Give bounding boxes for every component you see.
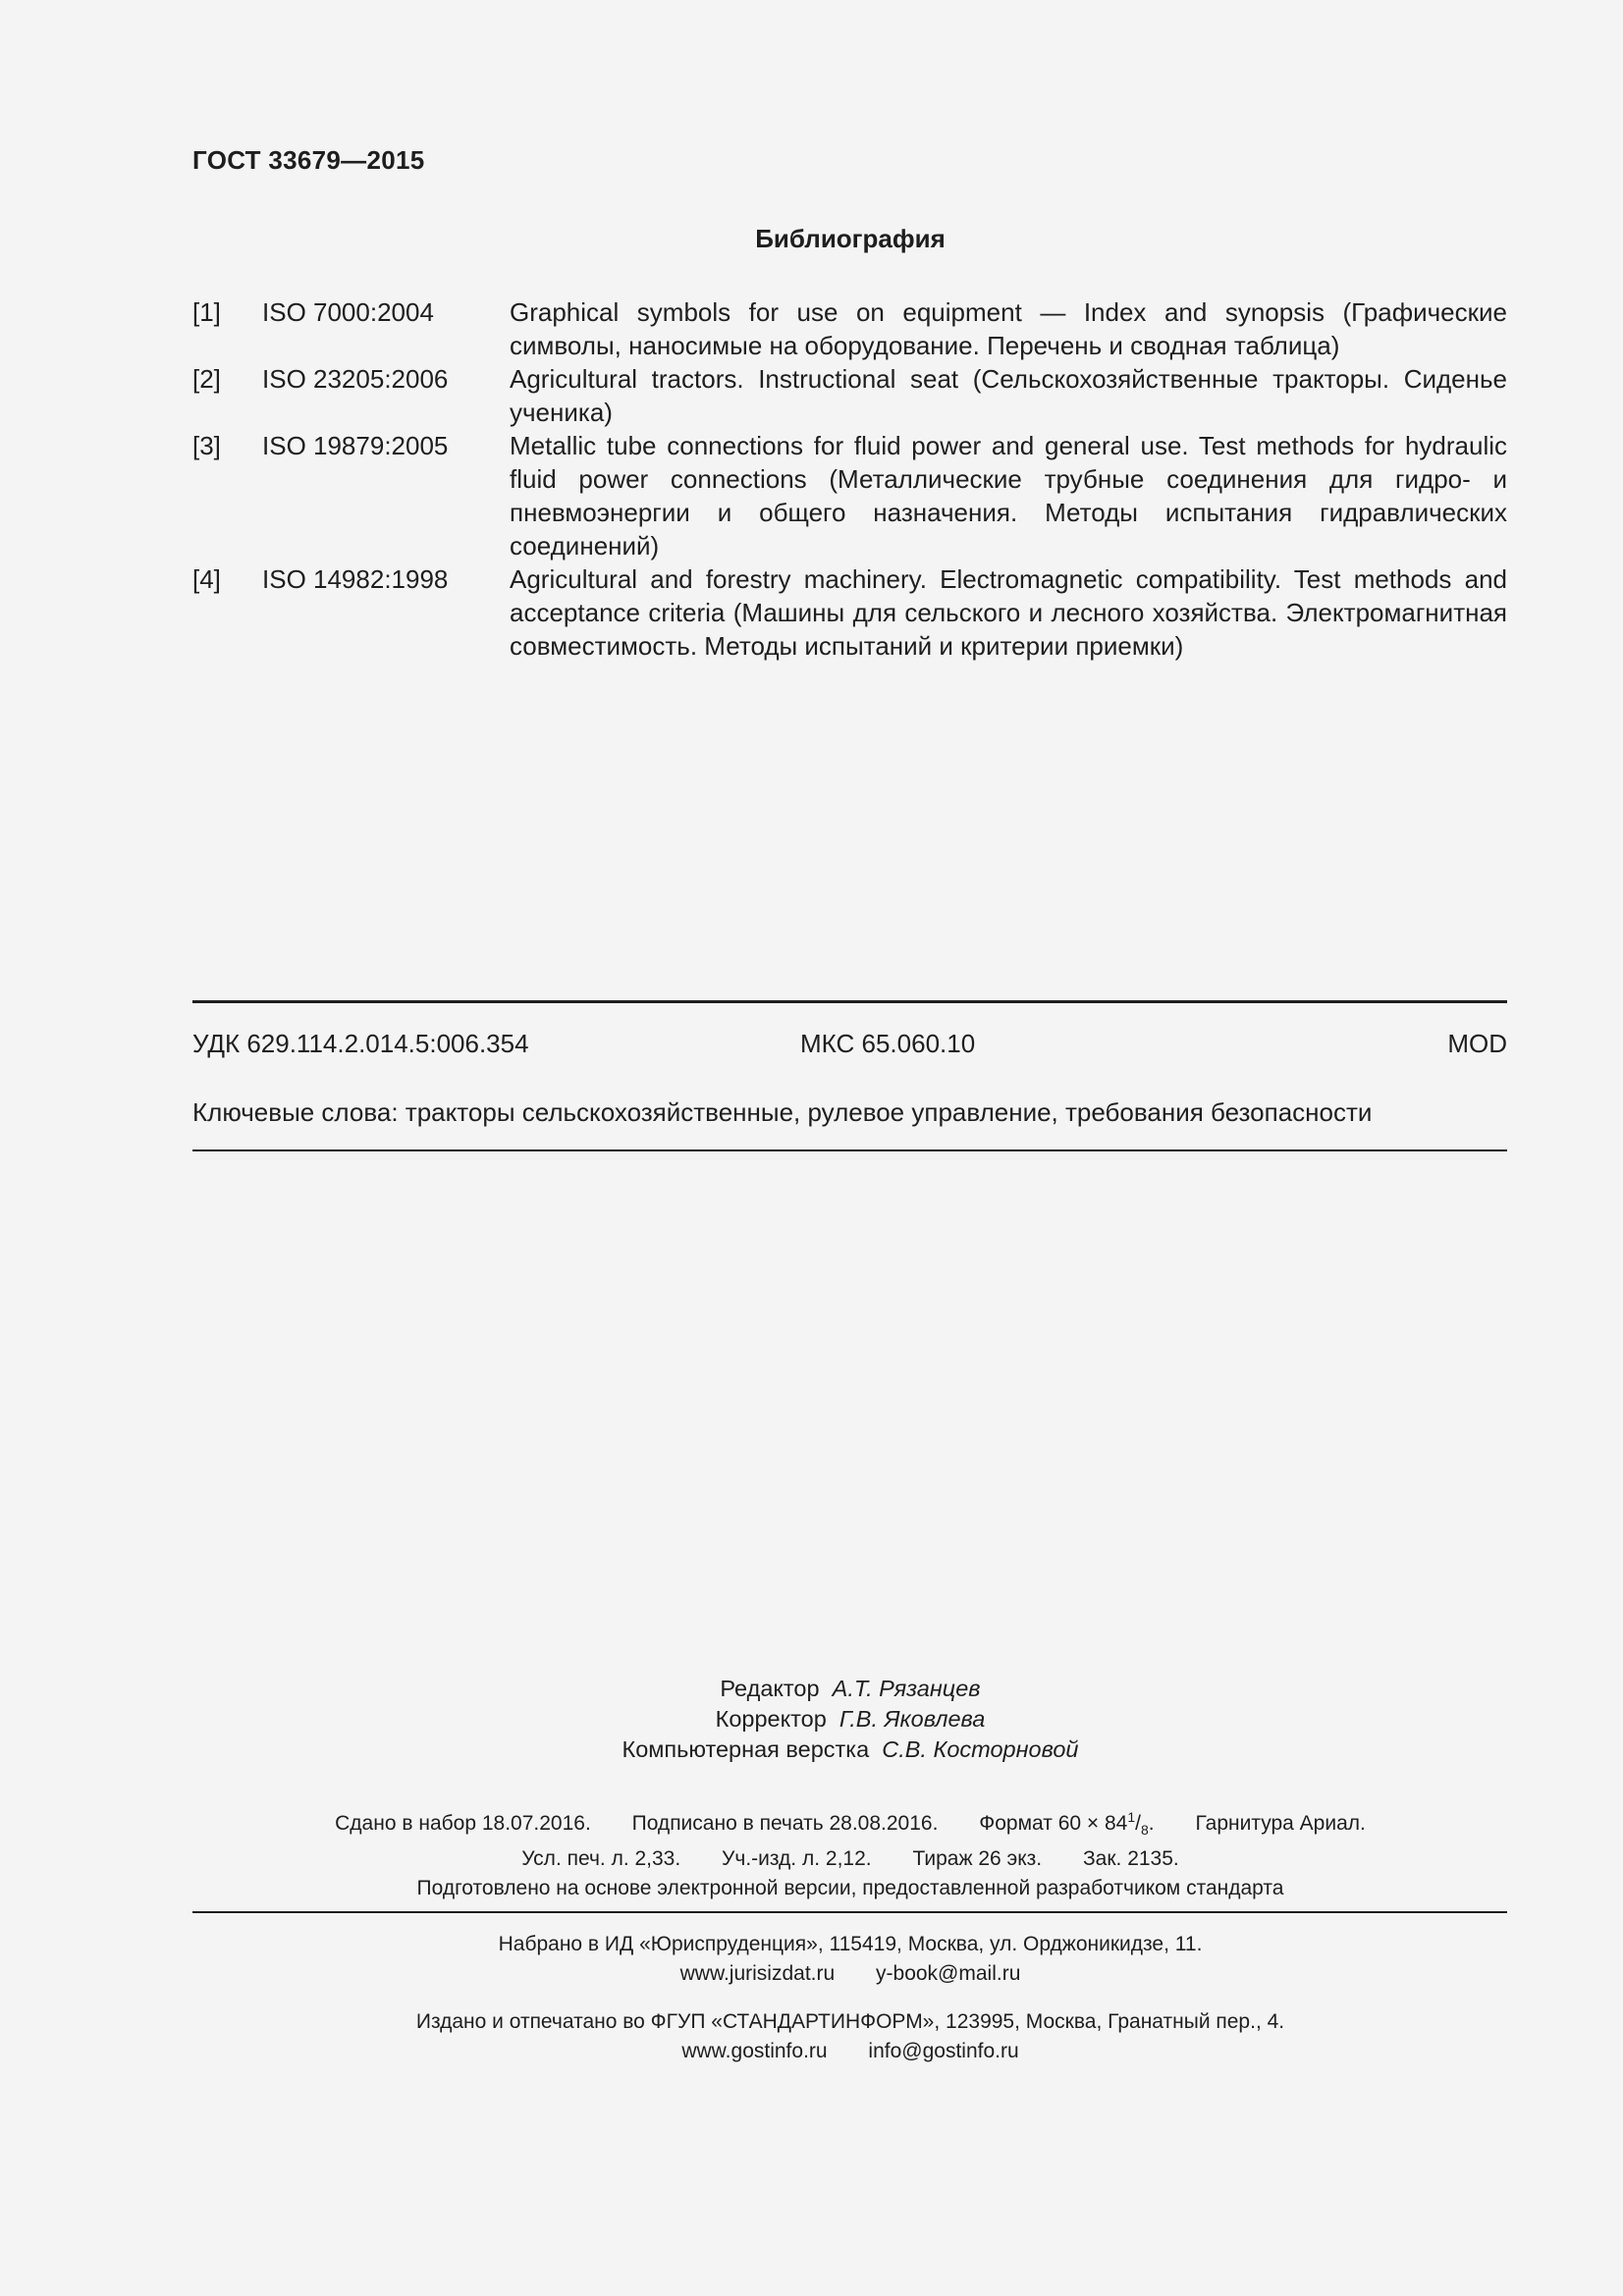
bibliography-entry <box>192 429 1507 562</box>
print-sheets: Усл. печ. л. 2,33. <box>521 1847 681 1871</box>
editor-line <box>0 1674 1623 1704</box>
typeset-contacts <box>0 1959 1623 1989</box>
print-info <box>0 1802 1623 1903</box>
paper-format: Формат $60 \times 84^1/_8$. <box>979 1809 1155 1839</box>
typeset-info <box>0 1930 1623 1989</box>
bibliography-entry <box>192 562 1507 663</box>
bibliography-title: Библиография <box>755 224 946 253</box>
divider-keywords <box>192 1149 1507 1151</box>
circulation: Тираж 26 экз. <box>912 1847 1043 1871</box>
corrector-label: Корректор <box>715 1706 827 1732</box>
modification-mark: MOD <box>1447 1029 1507 1058</box>
entry-title: Agricultural and forestry machinery. Electromagnetic compatibility. Test methods and acceptance criteria (Машины для сельского и лесного хозяйства. Электромагнитная совместимость. Методы испытаний и критерии приемки) <box>510 564 1507 661</box>
entry-standard-code: ISO 23205:2006 <box>262 364 449 394</box>
editor-label: Редактор <box>720 1676 820 1701</box>
entry-number: [3] <box>192 431 221 460</box>
printed-website: www.gostinfo.ru <box>681 2040 828 2062</box>
entry-standard-code: ISO 14982:1998 <box>262 564 449 594</box>
layout-name: С.В. Косторновой <box>882 1736 1079 1762</box>
typeset-address: Набрано в ИД «Юриспруденция», 115419, Москва, ул. Орджоникидзе, 11. <box>498 1933 1203 1955</box>
typeface: Гарнитура Ариал. <box>1195 1812 1366 1835</box>
typeset-email: y-book@mail.ru <box>876 1962 1021 1985</box>
divider-top <box>192 1000 1507 1003</box>
corrector-line <box>0 1704 1623 1735</box>
entry-standard-code: ISO 7000:2004 <box>262 297 434 327</box>
divider-publisher <box>192 1911 1507 1913</box>
document-header: ГОСТ 33679—2015 <box>192 145 425 175</box>
credits-block <box>0 1674 1623 1765</box>
entry-title: Graphical symbols for use on equipment — Index and synopsis (Графические символы, наносимые на оборудование. Перечень и сводная таблица) <box>510 297 1507 360</box>
layout-label: Компьютерная верстка <box>622 1736 870 1762</box>
entry-standard-code: ISO 19879:2005 <box>262 431 449 460</box>
order-number: Зак. 2135. <box>1082 1847 1179 1871</box>
corrector-name: Г.В. Яковлева <box>839 1706 986 1732</box>
mks-code: МКС 65.060.10 <box>800 1029 976 1058</box>
entry-number: [4] <box>192 564 221 594</box>
typeset-website: www.jurisizdat.ru <box>679 1962 836 1985</box>
bibliography-entry <box>192 362 1507 429</box>
udk-code: УДК 629.114.2.014.5:006.354 <box>192 1029 529 1058</box>
prepared-note: Подготовлено на основе электронной версии, предоставленной разработчиком стандарта <box>416 1877 1284 1900</box>
publication-sheets: Уч.-изд. л. 2,12. <box>722 1847 872 1871</box>
entry-number: [1] <box>192 297 221 327</box>
printed-email: info@gostinfo.ru <box>868 2040 1019 2062</box>
editor-name: А.Т. Рязанцев <box>832 1676 981 1701</box>
entry-title: Agricultural tractors. Instructional seat (Сельскохозяйственные тракторы. Сиденье ученика) <box>510 364 1507 427</box>
entry-number: [2] <box>192 364 221 394</box>
submitted-date: Сдано в набор 18.07.2016. <box>335 1812 591 1835</box>
signed-date: Подписано в печать 28.08.2016. <box>631 1812 939 1835</box>
print-info-line-1 <box>0 1802 1623 1844</box>
printed-address: Издано и отпечатано во ФГУП «СТАНДАРТИНФОРМ», 123995, Москва, Гранатный пер., 4. <box>415 2010 1285 2033</box>
bibliography-entry <box>192 295 1507 362</box>
keywords: Ключевые слова: тракторы сельскохозяйственные, рулевое управление, требования безопасности <box>192 1097 1373 1127</box>
layout-line <box>0 1735 1623 1765</box>
printed-contacts <box>0 2037 1623 2066</box>
entry-title: Metallic tube connections for fluid power and general use. Test methods for hydraulic fluid power connections (Металлические трубные соединения для гидро- и пневмоэнергии и общего назначения. Методы испытания гидравлических соединений) <box>510 431 1507 561</box>
printed-info <box>0 2007 1623 2066</box>
bibliography-list <box>192 295 1507 663</box>
print-info-line-2 <box>0 1844 1623 1874</box>
